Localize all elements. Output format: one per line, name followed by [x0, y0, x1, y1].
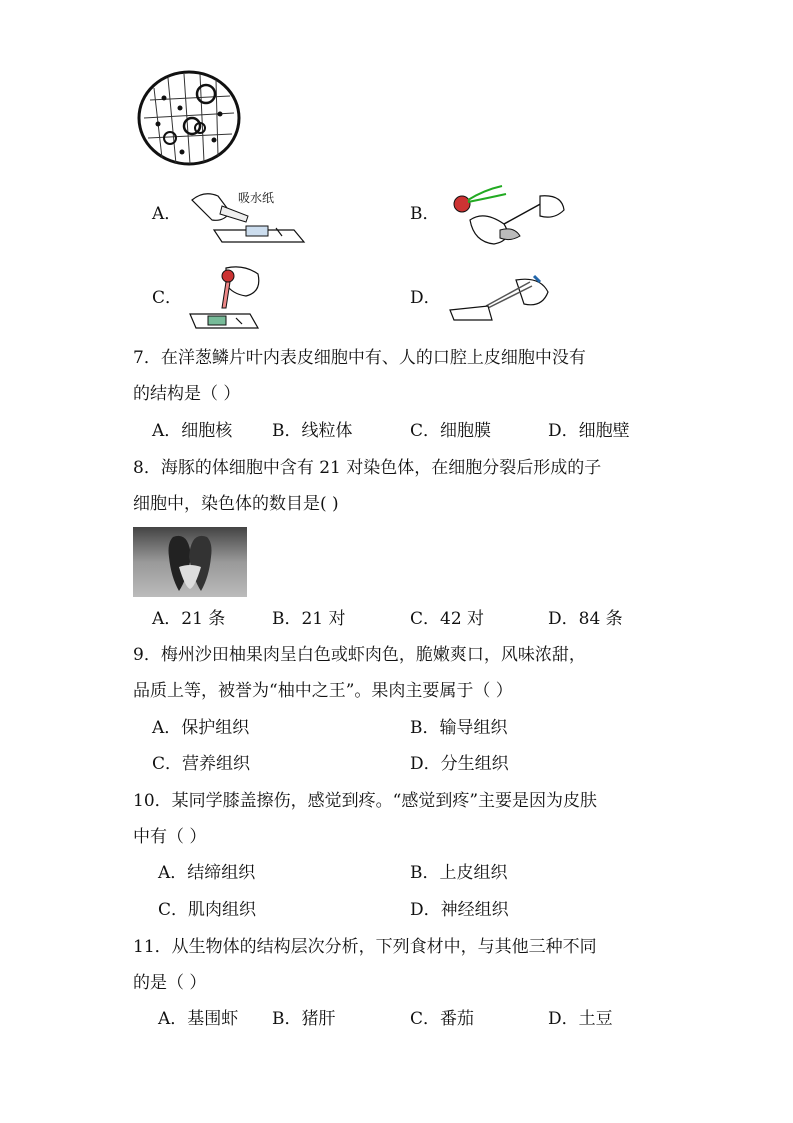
q8-stem-line2: 细胞中，染色体的数目是( ): [133, 494, 339, 514]
q9-option-c: C．营养组织: [152, 754, 251, 774]
q10-option-d: D．神经组织: [410, 900, 509, 920]
q11-option-b: B．猪肝: [272, 1009, 336, 1029]
q9-option-b: B．输导组织: [410, 718, 508, 738]
q9-stem-line1: 9．梅州沙田柚果肉呈白色或虾肉色，脆嫩爽口，风味浓甜，: [133, 645, 586, 665]
q8-option-c: C．42 对: [410, 609, 485, 629]
q8-option-a: A．21 条: [152, 609, 226, 629]
q8-option-d: D．84 条: [548, 609, 623, 629]
q7-option-c: C．细胞膜: [410, 421, 492, 441]
q10-stem-line2: 中有（ ）: [133, 827, 207, 847]
q7-stem-line1: 7．在洋葱鳞片叶内表皮细胞中有、人的口腔上皮细胞中没有: [133, 348, 586, 368]
q10-option-b: B．上皮组织: [410, 863, 508, 883]
q9-option-d: D．分生组织: [410, 754, 509, 774]
q7-option-b: B．线粒体: [272, 421, 353, 441]
q11-option-c: C．番茄: [410, 1009, 475, 1029]
q7-stem-line2: 的结构是（ ）: [133, 384, 241, 404]
q7-option-a: A．细胞核: [152, 421, 233, 441]
q9-stem-line2: 品质上等，被誉为“柚中之王”。果肉主要属于（ ）: [133, 681, 513, 701]
q11-stem-line1: 11．从生物体的结构层次分析，下列食材中，与其他三种不同: [133, 937, 597, 957]
cover-slip-forceps-icon: [444, 274, 554, 324]
q11-option-d: D．土豆: [548, 1009, 613, 1029]
q7-option-d: D．细胞壁: [548, 421, 630, 441]
dropper-slide-icon: [186, 264, 268, 334]
q10-option-a: A．结缔组织: [158, 863, 256, 883]
option-c-label: C．: [152, 288, 183, 308]
blotting-paper-caption: 吸水纸: [238, 191, 275, 205]
q10-stem-line1: 10．某同学膝盖擦伤，感觉到疼。“感觉到疼”主要是因为皮肤: [133, 791, 598, 811]
microscope-cell-view-icon: [134, 68, 244, 168]
option-d-label: D．: [410, 288, 441, 308]
q8-stem-line1: 8．海豚的体细胞中含有 21 对染色体，在细胞分裂后形成的子: [133, 458, 602, 478]
q8-option-b: B．21 对: [272, 609, 346, 629]
q10-option-c: C．肌肉组织: [158, 900, 257, 920]
q11-stem-line2: 的是（ ）: [133, 973, 207, 993]
q9-option-a: A．保护组织: [152, 718, 250, 738]
option-a-label: A．: [152, 204, 182, 224]
blotting-paper-slide-icon: [186, 186, 308, 246]
q11-option-a: A．基围虾: [158, 1009, 239, 1029]
option-b-label: B．: [410, 204, 440, 224]
onion-peeling-icon: [444, 180, 570, 250]
dolphins-photo-icon: [133, 527, 247, 597]
